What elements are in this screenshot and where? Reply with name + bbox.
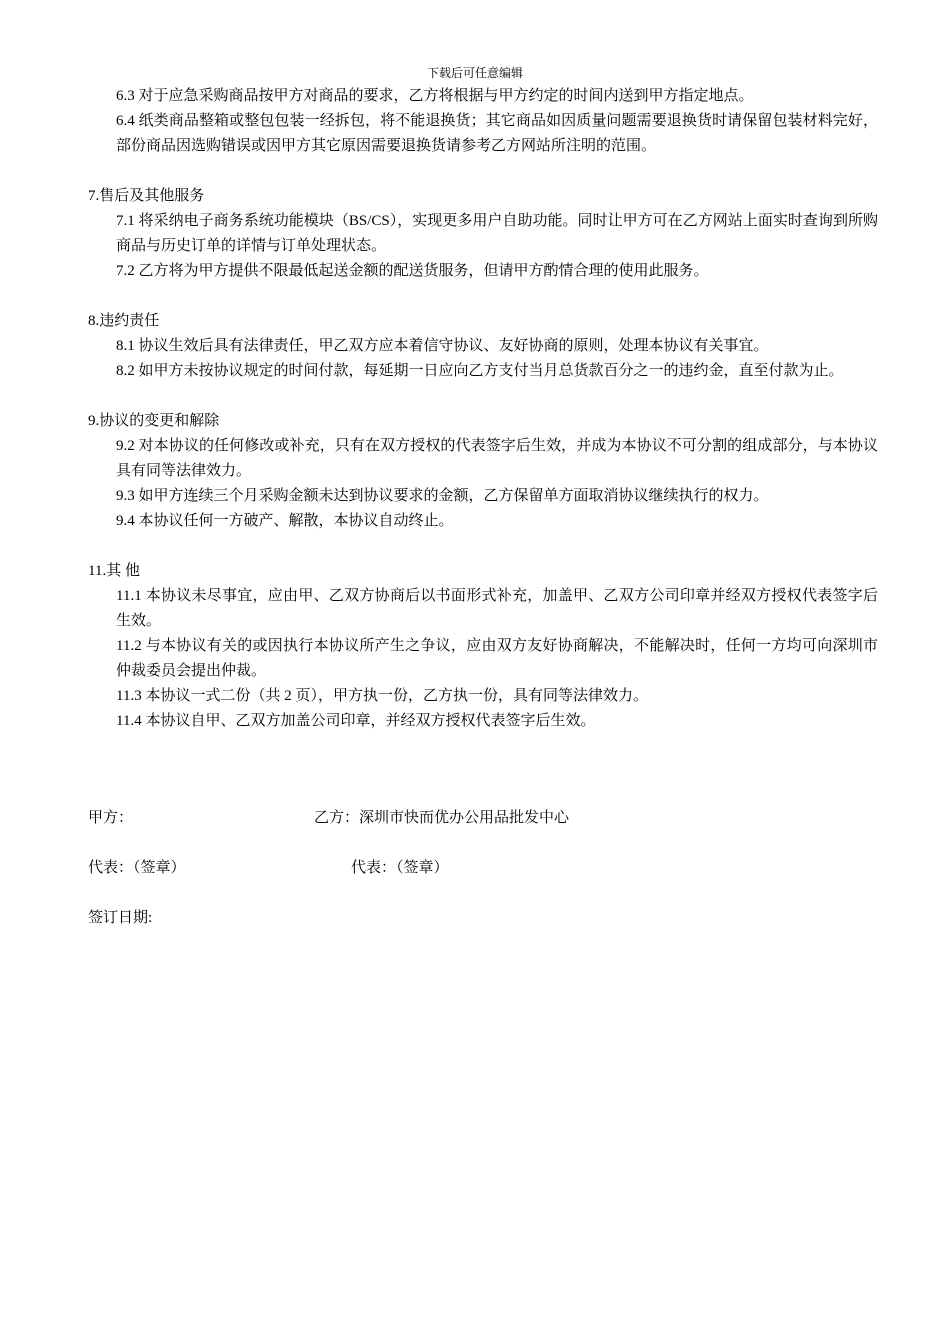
clause-6-4: 6.4 纸类商品整箱或整包包装一经拆包，将不能退换货；其它商品如因质量问题需要退换货时请保留包装材料完好，部份商品因选购错误或因甲方其它原因需要退换货请参考乙方网站所注明的范围。 <box>116 113 878 154</box>
party-b-representative: 代表：（签章） <box>351 860 449 876</box>
section-11-title: 11.其 他 <box>88 563 140 579</box>
section-gap <box>88 284 878 309</box>
page-header-note: 下载后可任意编辑 <box>426 66 523 80</box>
party-b-label: 乙方：深圳市快而优办公用品批发中心 <box>314 810 570 826</box>
clause-7-2: 7.2 乙方将为甲方提供不限最低起送金额的配送货服务，但请甲方酌情合理的使用此服务。 <box>116 263 709 279</box>
section-gap <box>88 159 878 184</box>
clause-11-1: 11.1 本协议未尽事宜，应由甲、乙双方协商后以书面形式补充，加盖甲、乙双方公司印章并经双方授权代表签字后生效。 <box>116 588 878 629</box>
clause-11-2: 11.2 与本协议有关的或因执行本协议所产生之争议，应由双方友好协商解决，不能解决时，任何一方均可向深圳市仲裁委员会提出仲裁。 <box>116 638 878 679</box>
clause-9-3: 9.3 如甲方连续三个月采购金额未达到协议要求的金额，乙方保留单方面取消协议继续执行的权力。 <box>116 488 769 504</box>
section-gap <box>88 534 878 559</box>
section-7-title: 7.售后及其他服务 <box>88 188 205 204</box>
section-9-title: 9.协议的变更和解除 <box>88 413 220 429</box>
clause-9-2: 9.2 对本协议的任何修改或补充，只有在双方授权的代表签字后生效，并成为本协议不可分割的组成部分，与本协议具有同等法律效力。 <box>116 438 878 479</box>
section-gap <box>88 384 878 409</box>
clause-8-1: 8.1 协议生效后具有法律责任，甲乙双方应本着信守协议、友好协商的原则，处理本协议有关事宜。 <box>116 338 769 354</box>
clause-7-1: 7.1 将采纳电子商务系统功能模块（BS/CS），实现更多用户自助功能。同时让甲方可在乙方网站上面实时查询到所购商品与历史订单的详情与订单处理状态。 <box>116 213 878 254</box>
clause-8-2: 8.2 如甲方未按协议规定的时间付款，每延期一日应向乙方支付当月总货款百分之一的违约金，直至付款为止。 <box>116 363 844 379</box>
party-a-representative: 代表：（签章） <box>88 860 186 876</box>
party-a-label: 甲方： <box>88 810 134 826</box>
clause-6-3: 6.3 对于应急采购商品按甲方对商品的要求，乙方将根据与甲方约定的时间内送到甲方指定地点。 <box>116 88 754 104</box>
clause-9-4: 9.4 本协议任何一方破产、解散，本协议自动终止。 <box>116 513 454 529</box>
section-8-title: 8.违约责任 <box>88 313 160 329</box>
clause-11-3: 11.3 本协议一式二份（共 2 页），甲方执一份，乙方执一份，具有同等法律效力。 <box>116 688 648 704</box>
clause-11-4: 11.4 本协议自甲、乙双方加盖公司印章，并经双方授权代表签字后生效。 <box>116 713 596 729</box>
agreement-body <box>88 84 878 734</box>
signing-date-label: 签订日期: <box>88 910 153 926</box>
